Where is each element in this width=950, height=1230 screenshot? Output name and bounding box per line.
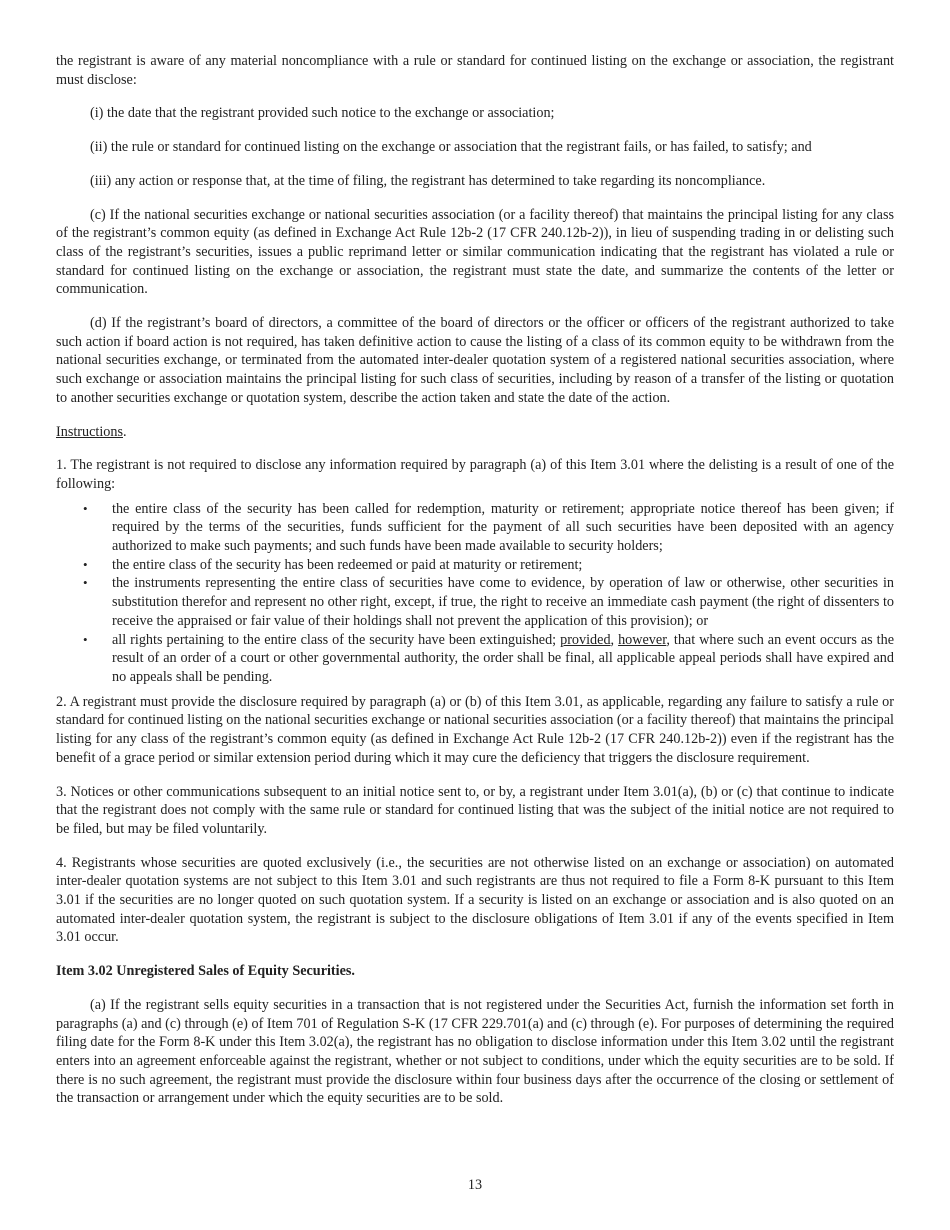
paragraph-d: (d) If the registrant’s board of directors, a committee of the board of directors or the officer or officers of the registrant authorized to take such action if board action is not required, has taken definitive action to cause the listing of a class of its common equity to be withdrawn from the national securities exchange, or terminated from the automated inter-dealer quotation system of a registered national securities association, where such exchange or association maintains the principal listing for such class of securities, including by reason of a transfer of the listing or quotation to another securities exchange or quotation system, describe the action taken and state the date of the action. bbox=[56, 315, 894, 406]
bullet-glyph: • bbox=[83, 575, 88, 591]
bullet-text-start: all rights pertaining to the entire class of the security have been extinguished; bbox=[112, 631, 561, 648]
bullet-text: the instruments representing the entire class of securities have come to evidence, by operation of law or otherwise, other securities in substitution therefor and represent no other right, except, if true, the right to receive an immediate cash payment (the right of dissenters to receive the appraised or fair value of their holdings shall not prevent the application of this provision); or bbox=[112, 575, 894, 629]
instruction-1: 1. The registrant is not required to disclose any information required by paragraph (a) of this Item 3.01 where the delisting is a result of one of the following: bbox=[56, 457, 894, 492]
instruction-4: 4. Registrants whose securities are quoted exclusively (i.e., the securities are not otherwise listed on an exchange or association) on automated inter-dealer quotation systems are not subject to this Item 3.01 and such registrants are thus not required to file a Form 8-K pursuant to this Item 3.01 if the securities are no longer quoted on such quotation system. If a security is listed on an exchange or association and is also quoted on an automated inter-dealer quotation system, the registrant is subject to the disclosure obligations of Item 3.01 if any of the events specified in Item 3.01 occur. bbox=[56, 854, 894, 946]
item-3-02-paragraph-a: (a) If the registrant sells equity securities in a transaction that is not registered under the Securities Act, furnish the information set forth in paragraphs (a) and (c) through (e) of Item 701 of Regulation S-K (17 CFR 229.701(a) and (c) through (e). For purposes of determining the required filing date for the Form 8-K under this Item 3.02(a), the registrant has no obligation to disclose information under this Item 3.02 until the registrant enters into an agreement enforceable against the registrant, whether or not subject to conditions, under which the equity securities are to be sold. If there is no such agreement, the registrant must provide the disclosure within four business days after the occurrence of the closing or settlement of the transaction or arrangement under which the equity securities are to be sold. bbox=[56, 996, 894, 1107]
instructions-heading-period: . bbox=[123, 423, 127, 440]
instructions-heading bbox=[56, 423, 894, 442]
item-ii: (ii) the rule or standard for continued listing on the exchange or association that the registrant fails, or has failed, to satisfy; and bbox=[90, 139, 812, 156]
instruction-2: 2. A registrant must provide the disclosure required by paragraph (a) or (b) of this Item 3.01, as applicable, regarding any failure to satisfy a rule or standard for continued listing on the national securities exchange or national securities association (or a facility thereof) that maintains the principal listing for any class of the registrant’s common equity (as defined in Exchange Act Rule 12b-2 (17 CFR 240.12b-2)) even if the registrant has the benefit of a grace period or similar extension period during which it may cure the deficiency that triggers the disclosure requirement. bbox=[56, 693, 894, 766]
bullet-glyph: • bbox=[83, 631, 88, 647]
paragraph-c: (c) If the national securities exchange or national securities association (or a facility thereof) that maintains the principal listing for any class of the registrant’s common equity (as defined in Exchange Act Rule 12b-2 (17 CFR 240.12b-2)), in lieu of suspending trading in or delisting such class of the registrant’s securities, issues a public reprimand letter or similar communication indicating that the registrant has violated a rule or standard for continued listing on the exchange or association, the registrant must state the date, and summarize the contents of the letter or communication. bbox=[56, 206, 894, 298]
item-iii: (iii) any action or response that, at the time of filing, the registrant has determined to take regarding its noncompliance. bbox=[90, 172, 766, 189]
instruction-3: 3. Notices or other communications subsequent to an initial notice sent to, or by, a registrant under Item 3.01(a), (b) or (c) that continue to indicate that the registrant does not comply with the same rule or standard for continued listing that was the subject of the initial notice are not required to be filed, but may be filed voluntarily. bbox=[56, 783, 894, 837]
list-item bbox=[56, 500, 894, 556]
instruction-1-bullet-list bbox=[56, 500, 894, 687]
bullet-text: the entire class of the security has been called for redemption, maturity or retirement; appropriate notice thereof has been given; if required by the terms of the securities, funds sufficient for the payment of all such securities have been deposited with an agency authorized to make such payments; and such funds have been made available to security holders; bbox=[112, 500, 894, 555]
list-item bbox=[56, 574, 894, 630]
provided-term: provided bbox=[560, 631, 611, 648]
instructions-heading-text: Instructions bbox=[56, 423, 123, 440]
item-3-02-heading: Item 3.02 Unregistered Sales of Equity Securities. bbox=[56, 963, 355, 980]
bullet-glyph: • bbox=[83, 556, 88, 572]
however-term: however bbox=[618, 631, 667, 648]
page-number: 13 bbox=[467, 1177, 483, 1193]
list-item bbox=[56, 631, 894, 687]
comma: , bbox=[610, 631, 619, 648]
bullet-glyph: • bbox=[83, 500, 88, 516]
item-i: (i) the date that the registrant provided such notice to the exchange or association; bbox=[90, 105, 555, 122]
continued-paragraph: the registrant is aware of any material noncompliance with a rule or standard for continued listing on the exchange or association, the registrant must disclose: bbox=[56, 53, 894, 88]
list-item bbox=[56, 556, 894, 575]
bullet-text: the entire class of the security has been redeemed or paid at maturity or retirement; bbox=[112, 556, 583, 573]
bullet-text-end: , that where such an event occurs as the result of an order of a court or other governmental authority, the order shall be final, all applicable appeal periods shall have expired and no appeals shall be pending. bbox=[112, 631, 894, 685]
document-page bbox=[56, 52, 894, 1123]
